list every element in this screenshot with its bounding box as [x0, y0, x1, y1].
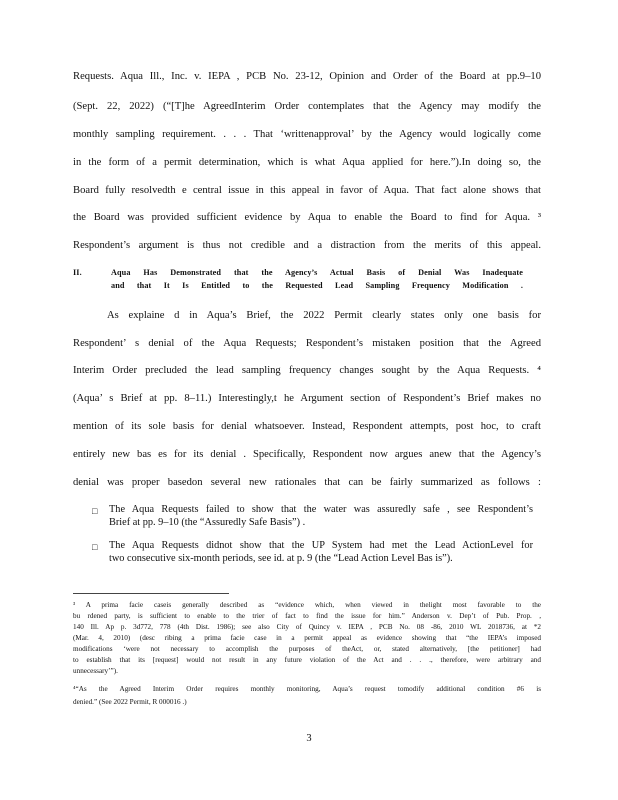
- body-line: monthly sampling requirement. . . . That ‘writtenapproval’ by the Agency would logically come: [73, 129, 541, 140]
- bullet-line: two consecutive six-month periods, see id. at p. 9 (the “Lead Action Level Bas is”).: [109, 553, 453, 564]
- section-heading-line-2: and that It Is Entitled to the Requested Lead Sampling Frequency Modification .: [111, 281, 523, 290]
- body-line: (Sept. 22, 2022) (“[T]he AgreedInterim Order contemplates that the Agency may modify the: [73, 101, 541, 112]
- section-heading-line-1: Aqua Has Demonstrated that the Agency’s Actual Basis of Denial Was Inadequate: [111, 268, 523, 277]
- body-line: denial was proper basedon several new rationales that can be fairly summarized as follows :: [73, 477, 541, 488]
- bullet-box-icon: □: [92, 542, 98, 552]
- bullet-line: The Aqua Requests failed to show that the water was assuredly safe , see Respondent’s: [109, 504, 533, 515]
- section-number: II.: [73, 268, 82, 277]
- body-line: in the form of a permit determination, which is what Aqua applied for here.”).In doing so, the: [73, 157, 541, 168]
- body-line: As explaine d in Aqua’s Brief, the 2022 Permit clearly states only one basis for: [107, 310, 541, 321]
- footnote-line: (Mar. 4, 2010) (desc ribing a prima facie case in a permit appeal as evidence showing that “the IEPA’s imposed: [73, 634, 541, 642]
- body-line: Respondent’ s denial of the Aqua Requests; Respondent’s mistaken position that the Agreed: [73, 338, 541, 349]
- body-line: Interim Order precluded the lead sampling frequency changes sought by the Aqua Requests. ⁴: [73, 365, 541, 376]
- body-line: entirely new bas es for its denial . Specifically, Respondent now argues anew that the Agency’s: [73, 449, 541, 460]
- bullet-box-icon: □: [92, 506, 98, 516]
- footnote-line: ³ A prima facie caseis generally described as “evidence which, when viewed in thelight most favorable to the: [73, 601, 541, 609]
- footnote-line: denied.” (See 2022 Permit, R 000016 .): [73, 698, 187, 706]
- footnote-line: modifications ‘were not necessary to accomplish the purposes of theAct, or, stated alternatively, [the petitioner] had: [73, 645, 541, 653]
- body-line: mention of its sole basis for denial whatsoever. Instead, Respondent attempts, post hoc, to craft: [73, 421, 541, 432]
- footnote-line: ⁴“As the Agreed Interim Order requires monthly monitoring, Aqua’s request tomodify additional condition #6 is: [73, 685, 541, 693]
- footnote-line: to establish that its [request] would not result in any future violation of the Act and . . ., therefore, were arbitrary and: [73, 656, 541, 664]
- bullet-line: The Aqua Requests didnot show that the UP System had met the Lead ActionLevel for: [109, 540, 533, 551]
- page-number: 3: [306, 733, 312, 744]
- footnote-line: 140 Ill. Ap p. 3d772, 778 (4th Dist. 1986); see also City of Quincy v. IEPA , PCB No. 08 -86, 2010 WL 2018736, at *2: [73, 623, 541, 631]
- body-line: Requests. Aqua Ill., Inc. v. IEPA , PCB No. 23-12, Opinion and Order of the Board at pp.9–10: [73, 71, 541, 82]
- footnote-line: bu rdened party, is sufficient to enable to the trier of fact to find the issue for him.” Anderson v. Dep’t of Pub. Prop. ,: [73, 612, 541, 620]
- body-line: the Board was provided sufficient evidence by Aqua to enable the Board to find for Aqua. ³: [73, 212, 541, 223]
- footnote-divider: [73, 593, 229, 594]
- body-line: (Aqua’ s Brief at pp. 8–11.) Interestingly,t he Argument section of Respondent’s Brief makes no: [73, 393, 541, 404]
- footnote-line: unnecessary’”).: [73, 667, 118, 675]
- bullet-line: Brief at pp. 9–10 (the “Assuredly Safe Basis”) .: [109, 517, 306, 528]
- body-line: Board fully resolvedth e central issue in this appeal in favor of Aqua. That fact alone shows that: [73, 185, 541, 196]
- body-line: Respondent’s argument is thus not credible and a distraction from the merits of this appeal.: [73, 240, 541, 251]
